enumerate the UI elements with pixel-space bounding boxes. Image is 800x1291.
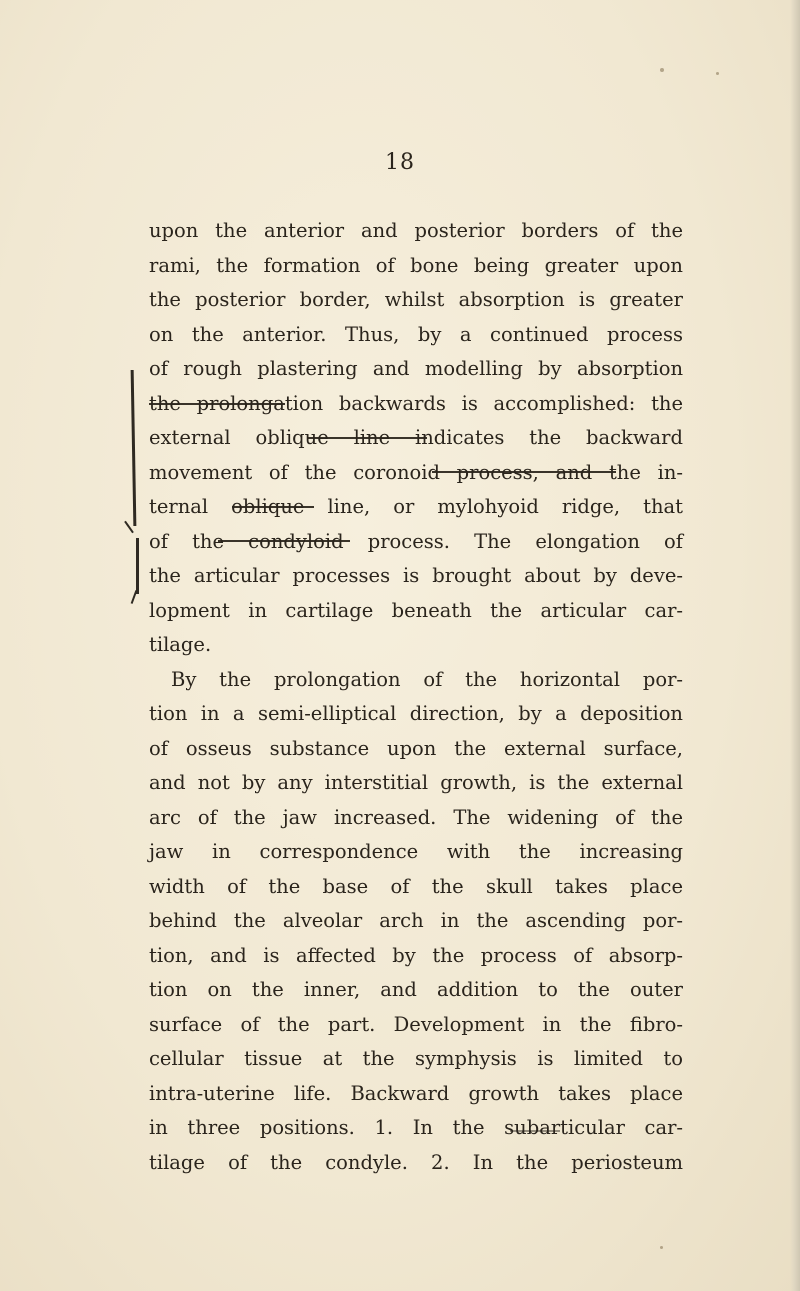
page-edge-shadow — [790, 0, 800, 1291]
text-line: rami, the formation of bone being greater upon — [149, 253, 683, 277]
text-line: upon the anterior and posterior borders of the — [149, 219, 683, 242]
foxing-spot — [660, 1246, 663, 1249]
text-line: external oblique line indicates the backward — [149, 426, 683, 449]
text-line: surface of the part. Development in the fibro- — [149, 1012, 683, 1036]
text-line: and not by any interstitial growth, is the external — [149, 771, 683, 794]
text-line: tion on the inner, and addition to the outer — [149, 978, 683, 1001]
margin-mark-short — [136, 538, 139, 594]
margin-mark-hook — [131, 590, 138, 604]
foxing-spot — [660, 68, 664, 72]
page-number: 18 — [385, 150, 415, 175]
text-line: intra-uterine life. Backward growth takes place — [149, 1081, 683, 1105]
text-line: the posterior border, whilst absorption is greater — [149, 288, 683, 311]
text-line: jaw in correspondence with the increasing — [149, 840, 683, 863]
text-line: tion in a semi-elliptical direction, by a deposition — [149, 702, 683, 725]
text-line: on the anterior. Thus, by a continued process — [149, 322, 683, 346]
text-line: tion, and is affected by the process of absorp- — [149, 943, 683, 967]
text-line: lopment in cartilage beneath the articular car- — [149, 598, 683, 622]
text-line: ternal oblique line, or mylohyoid ridge, that — [149, 495, 683, 518]
margin-mark-long — [131, 370, 137, 526]
text-line: of the condyloid process. The elongation of — [149, 529, 683, 553]
text-line: behind the alveolar arch in the ascending por- — [149, 909, 683, 932]
text-line: in three positions. 1. In the subarticular car- — [149, 1116, 683, 1139]
text-line: cellular tissue at the symphysis is limited to — [149, 1047, 683, 1070]
text-line: of rough plastering and modelling by absorption — [149, 357, 683, 380]
text-line: arc of the jaw increased. The widening of the — [149, 805, 683, 829]
text-line: tilage of the condyle. 2. In the periosteum — [149, 1150, 683, 1174]
text-line: of osseus substance upon the external surface, — [149, 736, 683, 760]
text-line: tilage. — [149, 633, 212, 656]
foxing-spot — [716, 72, 719, 75]
text-line: width of the base of the skull takes place — [149, 874, 683, 898]
text-line: the prolongation backwards is accomplished: the — [149, 391, 683, 415]
text-line: By the prolongation of the horizontal por- — [171, 667, 683, 691]
text-line: movement of the coronoid process, and the in- — [149, 460, 683, 484]
body-text — [149, 214, 683, 1180]
text-line: the articular processes is brought about by deve- — [149, 564, 683, 587]
